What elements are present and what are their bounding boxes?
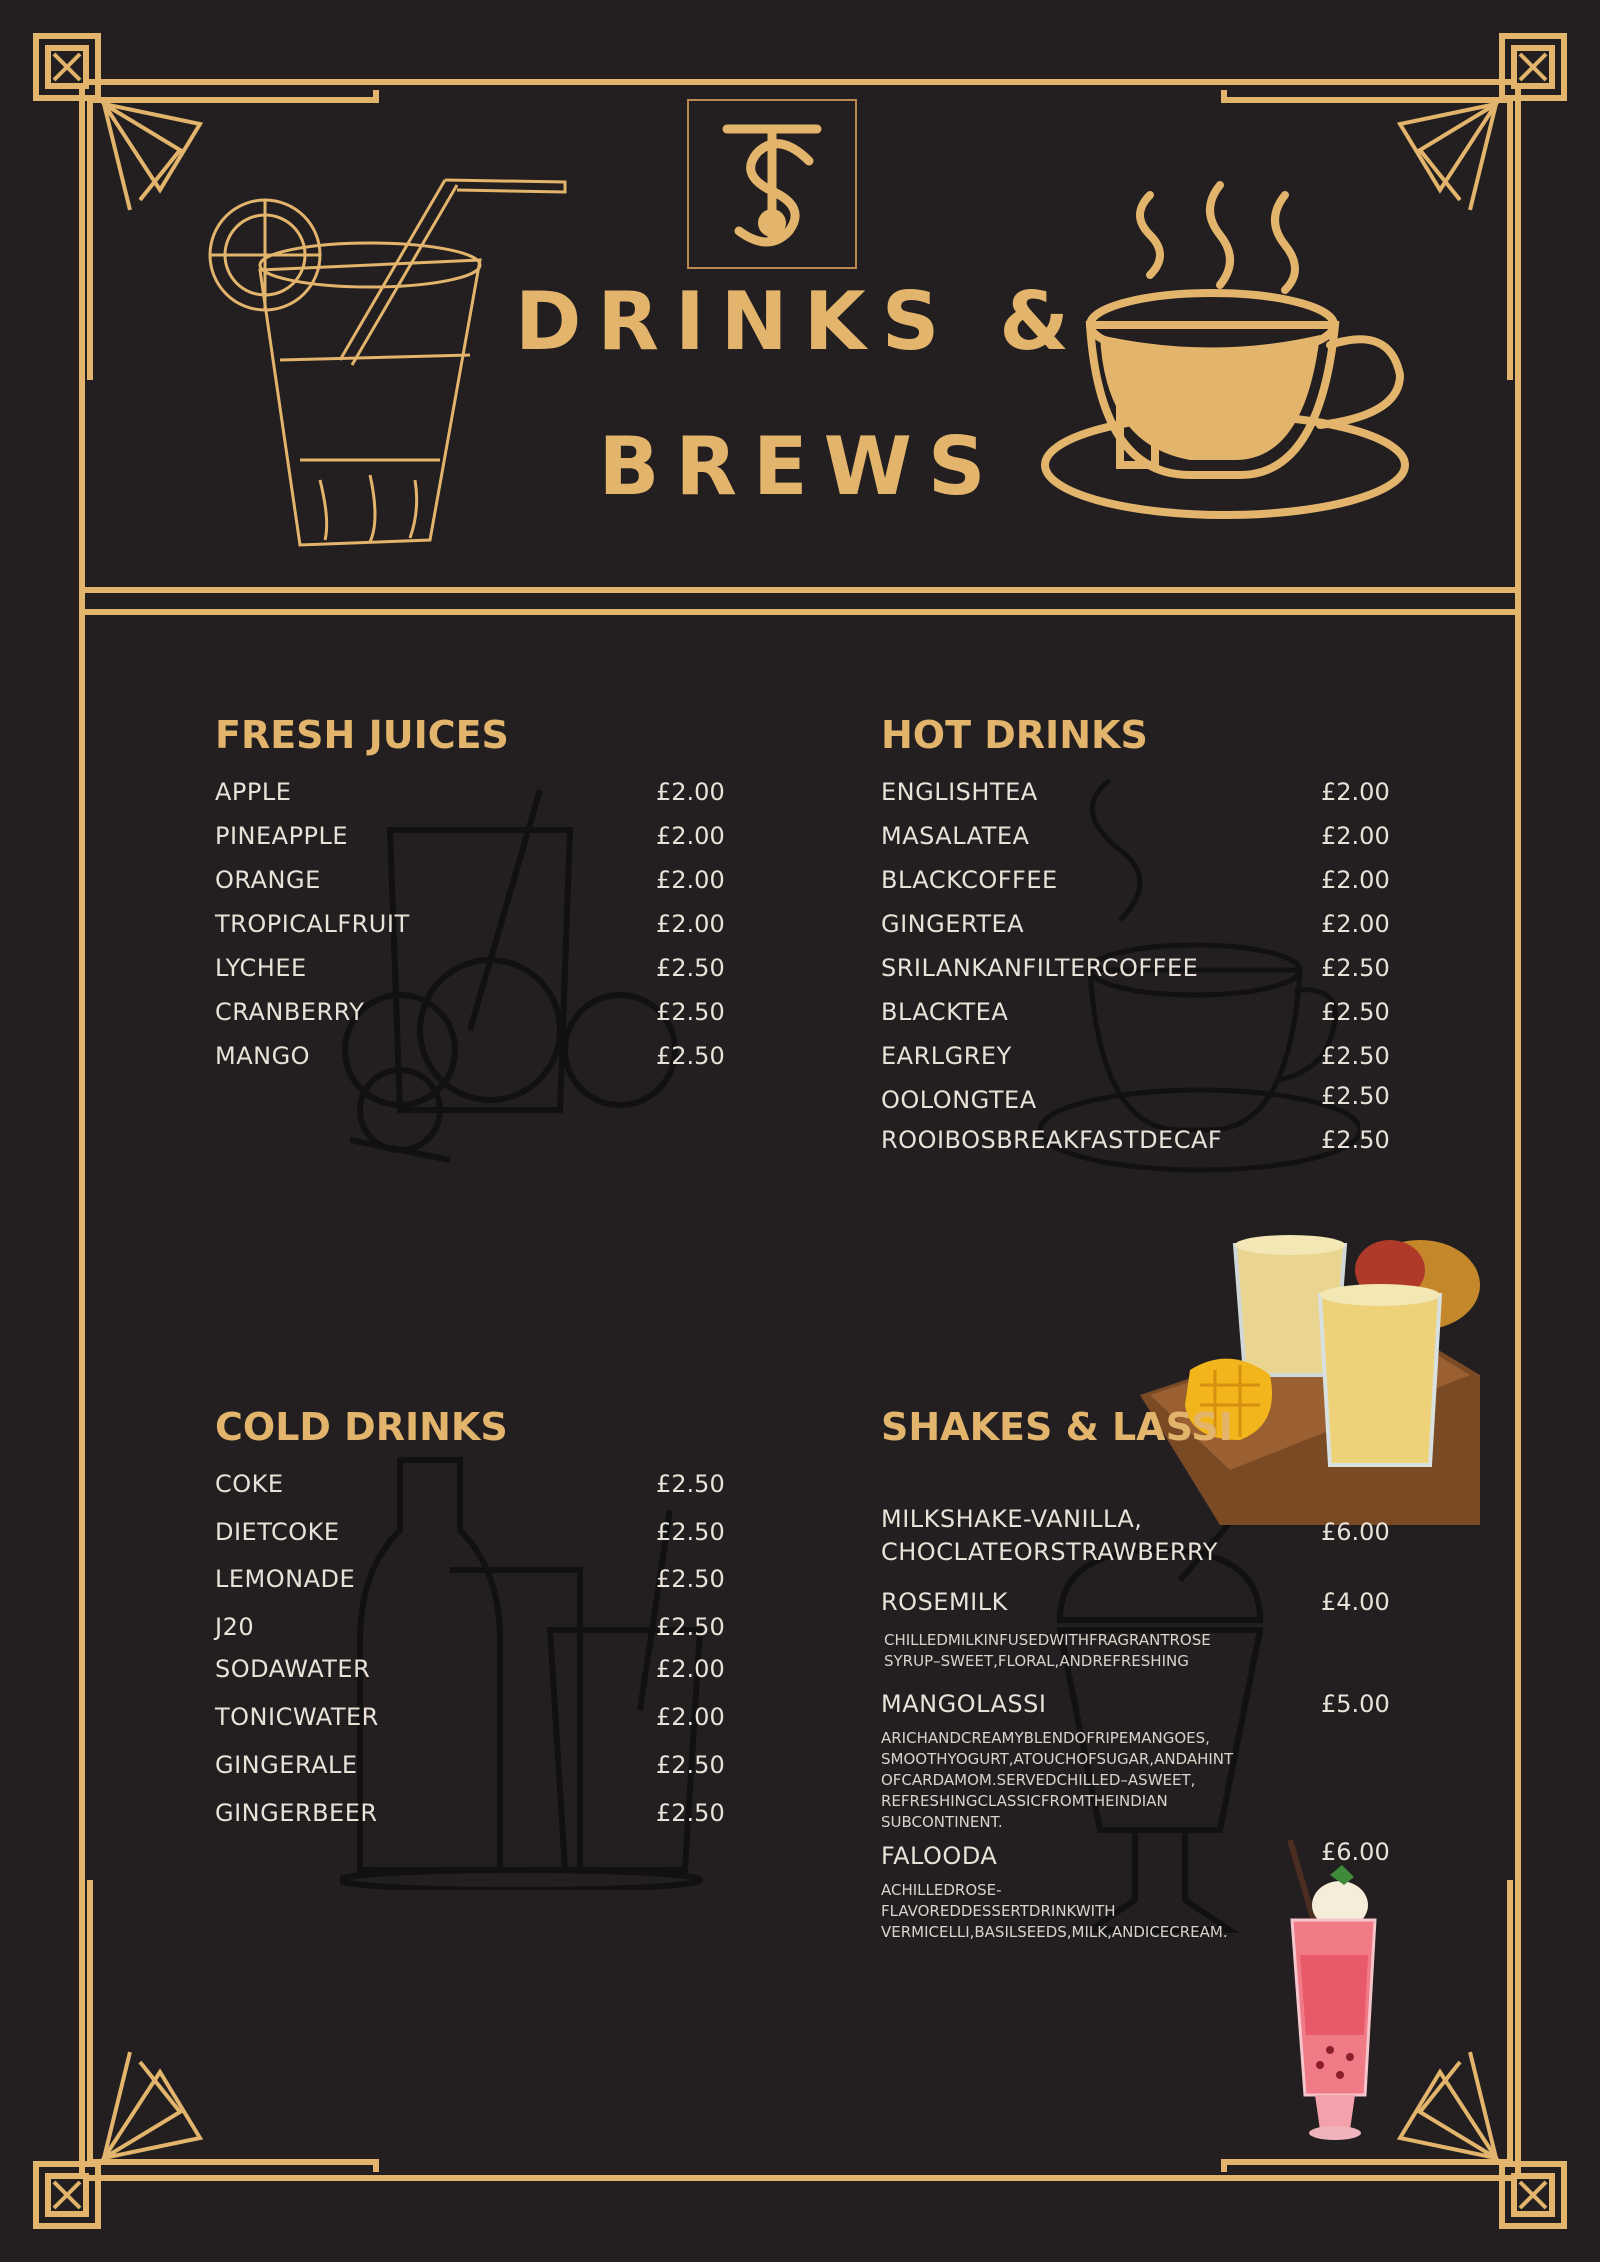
menu-item-name: SRILANKANFILTERCOFFEE — [881, 954, 1199, 982]
menu-item-price: £2.50 — [1321, 998, 1390, 1026]
menu-item-price: £2.00 — [1321, 866, 1390, 894]
menu-item-price: £2.50 — [656, 1751, 725, 1779]
menu-item-name: LYCHEE — [215, 954, 307, 982]
juice-sketch-icon — [290, 780, 710, 1180]
menu-item-name: J20 — [215, 1613, 255, 1641]
menu-item-name: GINGERBEER — [215, 1799, 378, 1827]
menu-item-price: £2.00 — [1321, 822, 1390, 850]
menu-item-price: £2.50 — [1321, 954, 1390, 982]
menu-item-name: MANGO — [215, 1042, 311, 1070]
menu-item-name: FALOODA — [881, 1842, 998, 1870]
section-title-fresh-juices: FRESH JUICES — [215, 713, 509, 757]
mango-lassi-photo — [1140, 1225, 1480, 1525]
menu-item-name: CRANBERRY — [215, 998, 365, 1026]
menu-item-name: ORANGE — [215, 866, 321, 894]
ts-monogram-icon — [689, 101, 855, 267]
menu-item-name: DIETCOKE — [215, 1518, 340, 1546]
menu-item-name: MANGOLASSI — [881, 1690, 1047, 1718]
menu-item-name: ENGLISHTEA — [881, 778, 1038, 806]
milkshake-sketch-icon — [1030, 1500, 1290, 1940]
menu-item-description: CHILLEDMILKINFUSEDWITHFRAGRANTROSE SYRUP–SWEET,FLORAL,ANDREFRESHING — [884, 1631, 1211, 1670]
menu-item-price: £2.50 — [1321, 1082, 1390, 1110]
menu-item-price: £6.00 — [1321, 1838, 1390, 1866]
menu-item-name: APPLE — [215, 778, 292, 806]
menu-item-name: TROPICALFRUIT — [215, 910, 410, 938]
menu-item-name: SODAWATER — [215, 1655, 371, 1683]
menu-item-price: £2.50 — [656, 1042, 725, 1070]
menu-item-price: £2.50 — [656, 998, 725, 1026]
menu-item-description: ARICHANDCREAMYBLENDOFRIPEMANGOES, SMOOTHYOGURT,ATOUCHOFSUGAR,ANDAHINT OFCARDAMOM.SERVEDCHILLED–ASWEET, REFRESHINGCLASSICFROMTHEINDIAN SUBCONTINENT. — [881, 1729, 1234, 1831]
menu-item-price: £2.50 — [656, 1565, 725, 1593]
menu-item-price: £2.00 — [656, 822, 725, 850]
menu-item-price: £2.50 — [656, 1518, 725, 1546]
section-title-hot-drinks: HOT DRINKS — [881, 713, 1148, 757]
menu-item-price: £6.00 — [1321, 1518, 1390, 1546]
section-title-shakes-lassi: SHAKES & LASSI — [881, 1405, 1233, 1449]
menu-item-price: £2.00 — [1321, 778, 1390, 806]
menu-item-description: ACHILLEDROSE-FLAVOREDDESSERTDRINKWITH VERMICELLI,BASILSEEDS,MILK,ANDICECREAM. — [881, 1881, 1228, 1941]
menu-item-price: £2.00 — [656, 1655, 725, 1683]
menu-item-price: £2.00 — [1321, 910, 1390, 938]
menu-item-price: £2.50 — [1321, 1126, 1390, 1154]
menu-item-price: £2.50 — [1321, 1042, 1390, 1070]
menu-item-price: £2.50 — [656, 1799, 725, 1827]
menu-item-name: EARLGREY — [881, 1042, 1012, 1070]
menu-item-name: GINGERALE — [215, 1751, 358, 1779]
menu-item-price: £2.50 — [656, 1470, 725, 1498]
menu-item-name: BLACKCOFFEE — [881, 866, 1058, 894]
menu-item-name: MILKSHAKE-VANILLA, — [881, 1505, 1143, 1533]
menu-item-name: GINGERTEA — [881, 910, 1025, 938]
brand-logo — [687, 99, 857, 269]
menu-item-price: £2.00 — [656, 910, 725, 938]
falooda-photo — [1270, 1835, 1390, 2145]
menu-item-price: £2.50 — [656, 954, 725, 982]
menu-item-price: £2.00 — [656, 778, 725, 806]
menu-item-price: £2.00 — [656, 866, 725, 894]
menu-title-line2: BREWS — [598, 420, 1002, 513]
menu-item-name: TONICWATER — [215, 1703, 379, 1731]
menu-item-name: OOLONGTEA — [881, 1086, 1037, 1114]
menu-item-name: MASALATEA — [881, 822, 1030, 850]
menu-item-price: £2.00 — [656, 1703, 725, 1731]
menu-item-price: £4.00 — [1321, 1588, 1390, 1616]
menu-title-line1: DRINKS & — [515, 275, 1085, 368]
menu-item-name: ROSEMILK — [881, 1588, 1008, 1616]
menu-item-name: COKE — [215, 1470, 284, 1498]
menu-item-name: LEMONADE — [215, 1565, 356, 1593]
menu-item-name: PINEAPPLE — [215, 822, 349, 850]
menu-item-price: £2.50 — [656, 1613, 725, 1641]
section-title-cold-drinks: COLD DRINKS — [215, 1405, 508, 1449]
menu-item-name: ROOIBOSBREAKFASTDECAF — [881, 1126, 1223, 1154]
menu-item-name-line2: CHOCLATEORSTRAWBERRY — [881, 1538, 1218, 1566]
menu-item-name: BLACKTEA — [881, 998, 1009, 1026]
menu-item-price: £5.00 — [1321, 1690, 1390, 1718]
